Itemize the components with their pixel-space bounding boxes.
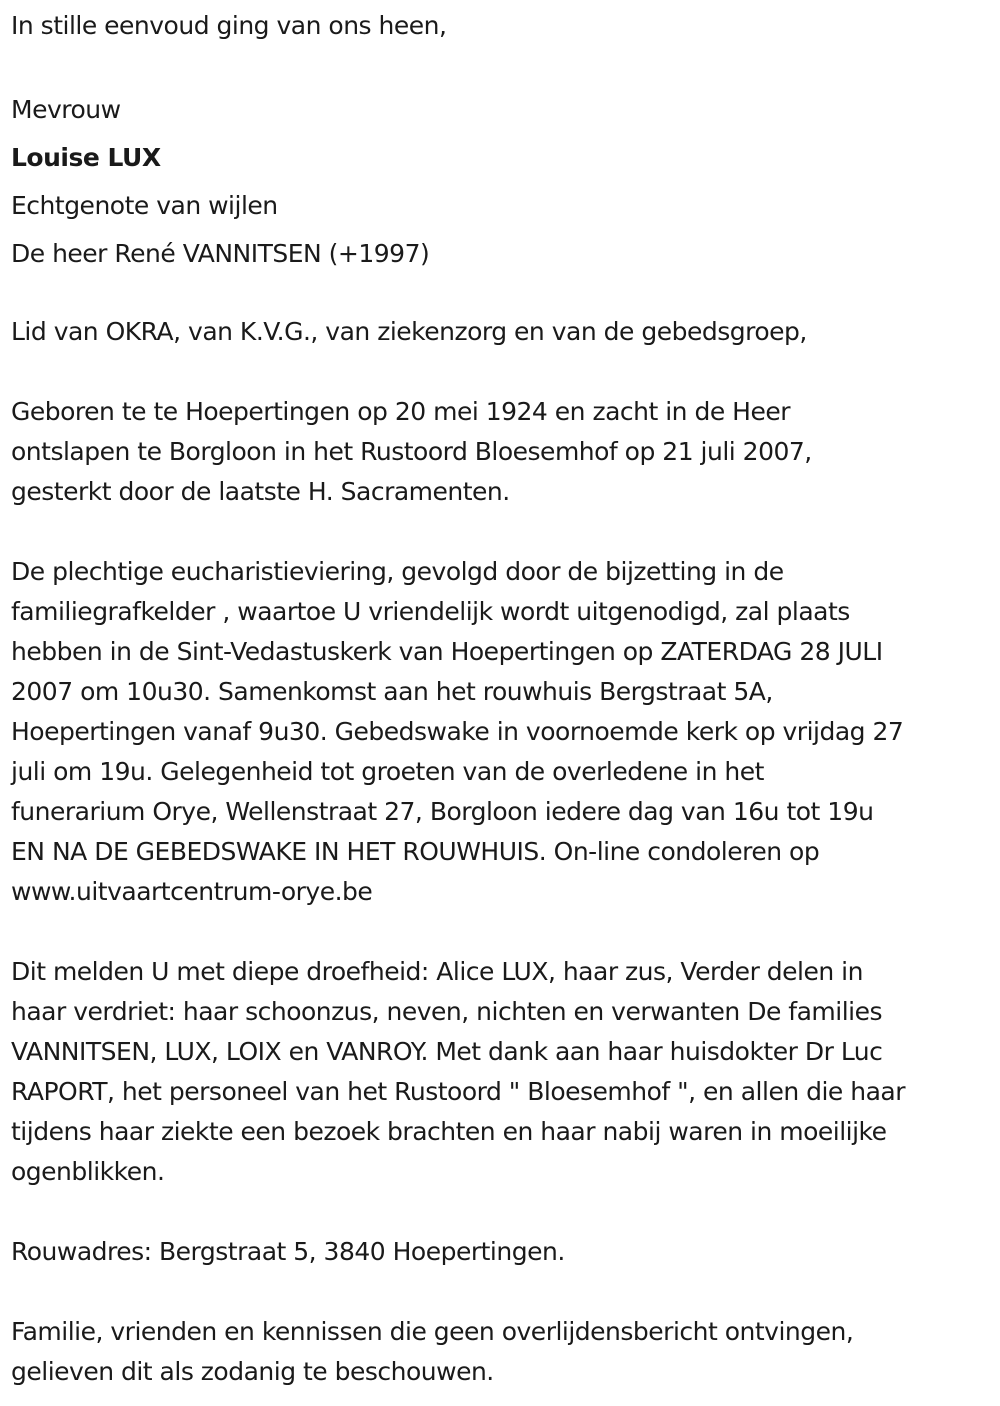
ceremony-line: familiegrafkelder , waartoe U vriendelijk wordt uitgenodigd, zal plaats (11, 597, 850, 626)
birth-line: Geboren te te Hoepertingen op 20 mei 1924 en zacht in de Heer (11, 397, 791, 426)
ceremony-line: hebben in de Sint-Vedastuskerk van Hoepertingen op ZATERDAG 28 JULI (11, 637, 883, 666)
honorific-title: Mevrouw (11, 95, 121, 124)
closing-line: Familie, vrienden en kennissen die geen overlijdensbericht ontvingen, (11, 1317, 854, 1346)
deceased-name: Louise LUX (11, 143, 161, 172)
membership-text: Lid van OKRA, van K.V.G., van ziekenzorg en van de gebedsgroep, (11, 317, 807, 346)
spouse-line-2: De heer René VANNITSEN (+1997) (11, 239, 430, 268)
ceremony-line: juli om 19u. Gelegenheid tot groeten van de overledene in het (11, 757, 764, 786)
announcement-line: VANNITSEN, LUX, LOIX en VANROY. Met dank aan haar huisdokter Dr Luc (11, 1037, 883, 1066)
announcement-line: ogenblikken. (11, 1157, 165, 1186)
birth-line: ontslapen te Borgloon in het Rustoord Bloesemhof op 21 juli 2007, (11, 437, 812, 466)
closing-paragraph (11, 1312, 1000, 1392)
ceremony-website: www.uitvaartcentrum-orye.be (11, 877, 373, 906)
closing-line: gelieven dit als zodanig te beschouwen. (11, 1357, 494, 1386)
ceremony-line: Hoepertingen vanaf 9u30. Gebedswake in voornoemde kerk op vrijdag 27 (11, 717, 904, 746)
ceremony-line: De plechtige eucharistieviering, gevolgd door de bijzetting in de (11, 557, 784, 586)
ceremony-paragraph (11, 552, 1000, 912)
ceremony-line: 2007 om 10u30. Samenkomst aan het rouwhuis Bergstraat 5A, (11, 677, 773, 706)
announcement-paragraph (11, 952, 1000, 1192)
announcement-line: RAPORT, het personeel van het Rustoord " Bloesemhof ", en allen die haar (11, 1077, 906, 1106)
ceremony-line: EN NA DE GEBEDSWAKE IN HET ROUWHUIS. On-line condoleren op (11, 837, 820, 866)
birth-line: gesterkt door de laatste H. Sacramenten. (11, 477, 510, 506)
announcement-line: Dit melden U met diepe droefheid: Alice LUX, haar zus, Verder delen in (11, 957, 863, 986)
announcement-line: haar verdriet: haar schoonzus, neven, nichten en verwanten De families (11, 997, 883, 1026)
birth-paragraph (11, 392, 1000, 512)
announcement-line: tijdens haar ziekte een bezoek brachten en haar nabij waren in moeilijke (11, 1117, 887, 1146)
ceremony-line: funerarium Orye, Wellenstraat 27, Borgloon iedere dag van 16u tot 19u (11, 797, 874, 826)
mourning-address: Rouwadres: Bergstraat 5, 3840 Hoepertingen. (11, 1237, 565, 1266)
spouse-line-1: Echtgenote van wijlen (11, 191, 278, 220)
intro-text: In stille eenvoud ging van ons heen, (11, 11, 447, 40)
